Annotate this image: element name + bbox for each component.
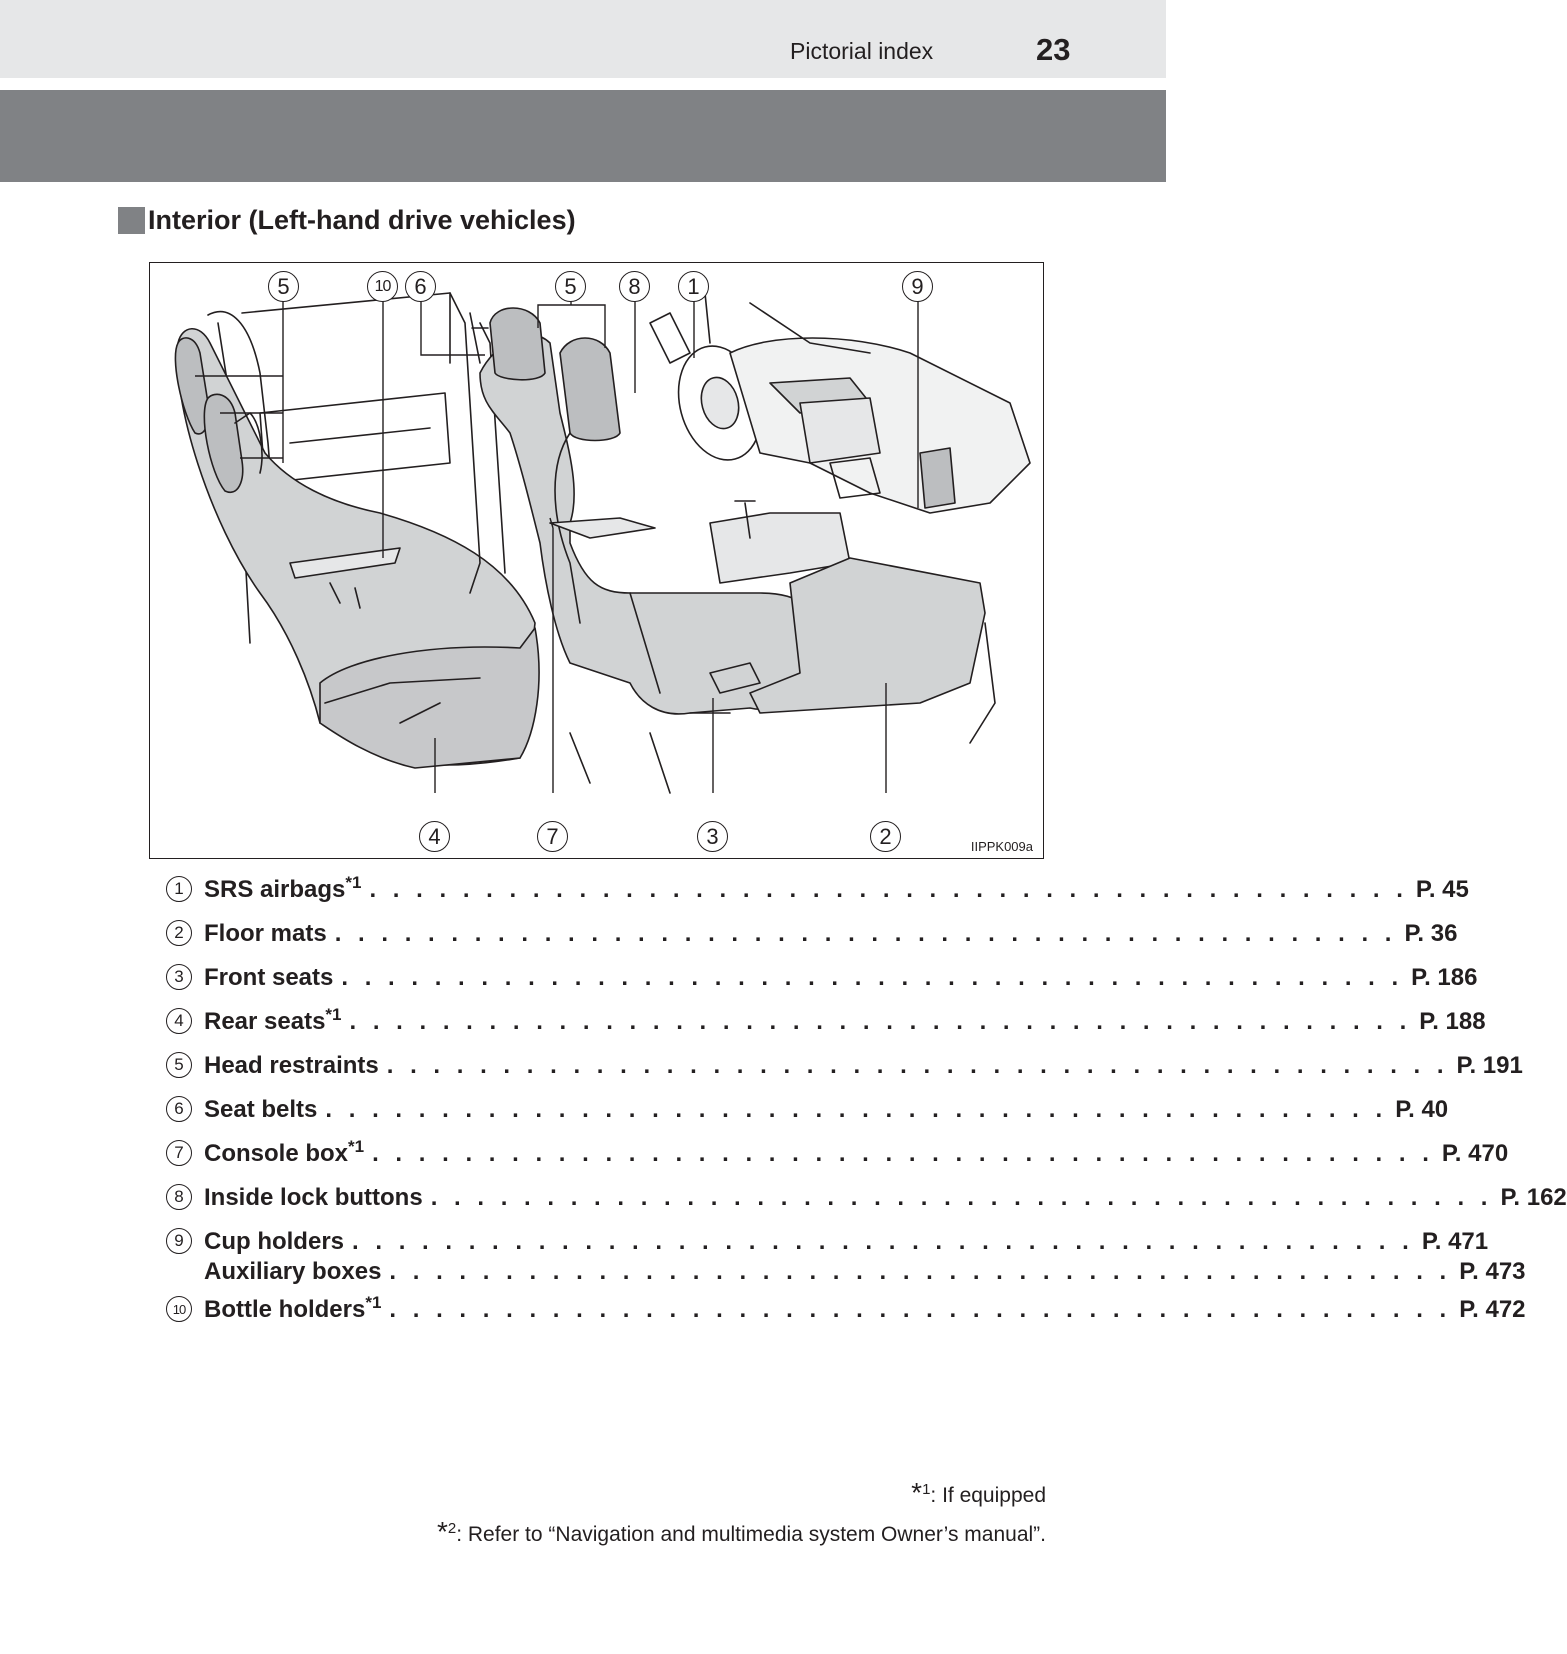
item-label: Console box: [204, 1140, 349, 1167]
item-page-ref[interactable]: P. 473: [1459, 1257, 1526, 1285]
item-page-ref[interactable]: P. 36: [1404, 920, 1458, 947]
item-number: 3: [166, 964, 192, 990]
list-item: [166, 1088, 1449, 1132]
figure-id: IIPPK009a: [970, 839, 1033, 854]
interior-illustration: [149, 262, 1044, 859]
callout-top-5: 8: [619, 271, 650, 302]
callout-top-4: 5: [555, 271, 586, 302]
item-note: *1: [345, 873, 362, 892]
footnote-star: *: [436, 1516, 448, 1547]
leader-dots: . . . . . . . . . . . . . . . . . . . . . . . . . . . . . . . . . . . . . . . . . . . . . .: [349, 1008, 1412, 1035]
list-item: [166, 1288, 1526, 1332]
footnote-star: *: [911, 1477, 923, 1508]
list-item: [166, 956, 1478, 1000]
leader-dots: . . . . . . . . . . . . . . . . . . . . . . . . . . . . . . . . . . . . . . . . . . . . . .: [325, 1096, 1388, 1123]
item-number: 4: [166, 1008, 192, 1034]
leader-dots: . . . . . . . . . . . . . . . . . . . . . . . . . . . . . . . . . . . . . . . . . . . . .: [369, 876, 1408, 903]
callout-top-1: 5: [268, 271, 299, 302]
item-label: SRS airbags: [204, 876, 346, 903]
list-item: [166, 868, 1469, 912]
footnote-mark: 2: [447, 1520, 457, 1537]
footnote-2: [437, 1516, 1046, 1548]
leader-dots: . . . . . . . . . . . . . . . . . . . . . . . . . . . . . . . . . . . . . . . . . . . . . .: [352, 1228, 1414, 1255]
header-band: [0, 90, 1166, 182]
callout-top-2: 10: [367, 271, 398, 302]
item-number: 8: [166, 1184, 192, 1210]
section-title: Pictorial index: [790, 38, 934, 64]
item-number: 10: [166, 1296, 192, 1322]
leader-dots: . . . . . . . . . . . . . . . . . . . . . . . . . . . . . . . . . . . . . . . . . . . . . .: [334, 920, 1397, 947]
footnote-text: : Refer to “Navigation and multimedia system Owner’s manual”.: [456, 1523, 1046, 1546]
callout-top-7: 9: [902, 271, 933, 302]
item-page-ref[interactable]: P. 45: [1415, 876, 1469, 903]
item-page-ref[interactable]: P. 472: [1459, 1296, 1526, 1323]
callout-bottom-3: 3: [697, 821, 728, 852]
item-page-ref[interactable]: P. 471: [1421, 1228, 1489, 1255]
item-label: Rear seats: [204, 1008, 326, 1035]
list-item: [166, 1132, 1509, 1176]
heading-text: Interior (Left-hand drive vehicles): [148, 204, 576, 235]
item-number: 6: [166, 1096, 192, 1122]
leader-dots: . . . . . . . . . . . . . . . . . . . . . . . . . . . . . . . . . . . . . . . . . . . . . .: [372, 1140, 1434, 1167]
item-number: 5: [166, 1052, 192, 1078]
item-note: *1: [365, 1293, 382, 1312]
list-item: [166, 1000, 1486, 1044]
item-label: Front seats: [204, 964, 334, 991]
item-label: Bottle holders: [204, 1296, 366, 1323]
page-number: 23: [1036, 32, 1071, 67]
footnote-mark: 1: [922, 1481, 931, 1498]
item-label: Cup holders: [204, 1228, 345, 1255]
footnote-text: : If equipped: [930, 1484, 1046, 1507]
callout-bottom-4: 2: [870, 821, 901, 852]
leader-dots: . . . . . . . . . . . . . . . . . . . . . . . . . . . . . . . . . . . . . . . . . . . . . .: [430, 1184, 1493, 1211]
item-number: 1: [166, 876, 192, 902]
callout-top-3: 6: [405, 271, 436, 302]
item-list: [166, 868, 1567, 1332]
callout-top-6: 1: [678, 271, 709, 302]
leader-dots: . . . . . . . . . . . . . . . . . . . . . . . . . . . . . . . . . . . . . . . . . . . . . .: [389, 1257, 1452, 1285]
item-note: *1: [348, 1137, 365, 1156]
callout-bottom-2: 7: [537, 821, 568, 852]
leader-dots: . . . . . . . . . . . . . . . . . . . . . . . . . . . . . . . . . . . . . . . . . . . . . .: [386, 1052, 1449, 1079]
interior-drawing: [150, 263, 1045, 860]
list-item: [166, 1255, 1526, 1288]
leader-dots: . . . . . . . . . . . . . . . . . . . . . . . . . . . . . . . . . . . . . . . . . . . . . .: [341, 964, 1404, 991]
item-note: *1: [325, 1005, 342, 1024]
item-label: Head restraints: [204, 1052, 379, 1079]
section-heading: [118, 204, 576, 236]
list-item: [166, 1044, 1523, 1088]
item-number: 9: [166, 1228, 192, 1254]
item-page-ref[interactable]: P. 188: [1419, 1008, 1486, 1035]
leader-dots: . . . . . . . . . . . . . . . . . . . . . . . . . . . . . . . . . . . . . . . . . . . . . .: [389, 1296, 1452, 1323]
item-label: Auxiliary boxes: [204, 1257, 382, 1285]
item-label: Inside lock buttons: [204, 1184, 423, 1211]
list-item: [166, 1176, 1567, 1220]
item-number: 7: [166, 1140, 192, 1166]
item-label: Floor mats: [204, 920, 327, 947]
item-label: Seat belts: [204, 1096, 318, 1123]
item-page-ref[interactable]: P. 186: [1411, 964, 1478, 991]
heading-square-icon: [118, 207, 145, 234]
item-page-ref[interactable]: P. 162: [1500, 1184, 1567, 1211]
item-page-ref[interactable]: P. 191: [1456, 1052, 1523, 1079]
item-page-ref[interactable]: P. 470: [1441, 1140, 1509, 1167]
callout-bottom-1: 4: [419, 821, 450, 852]
list-item: [166, 912, 1458, 956]
item-page-ref[interactable]: P. 40: [1395, 1096, 1449, 1123]
item-number: 2: [166, 920, 192, 946]
header-bar: [0, 0, 1166, 78]
footnote-1: [911, 1477, 1046, 1509]
